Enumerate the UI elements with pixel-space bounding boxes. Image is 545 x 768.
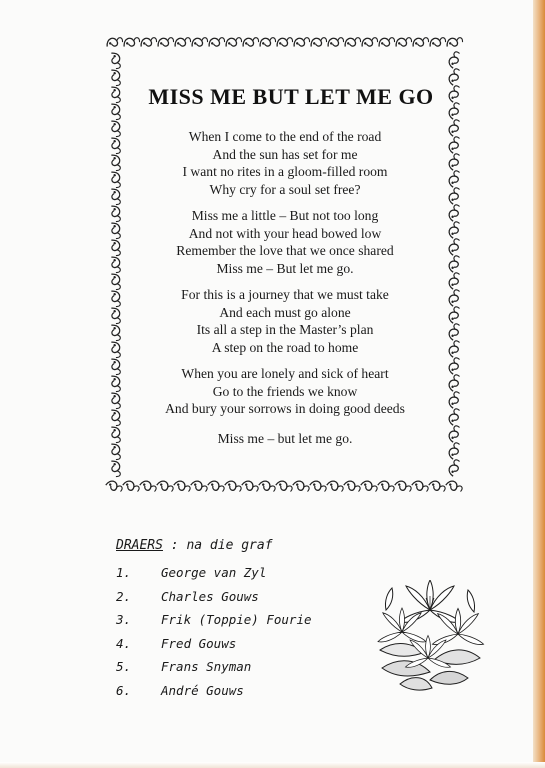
poem-closing-line: Miss me – but let me go. <box>217 430 353 446</box>
poem-line: A step on the road to home <box>211 339 359 355</box>
pallbearer-number: 4. <box>116 635 132 651</box>
pallbearer-item <box>116 565 312 589</box>
poem-stanza <box>130 286 440 356</box>
pallbearer-item <box>116 612 312 636</box>
poem-stanza <box>130 365 440 418</box>
poem <box>130 84 440 447</box>
poem-line: Why cry for a soul set free? <box>209 181 361 197</box>
pallbearers-heading-rest: : na die graf <box>162 538 273 553</box>
lily-bouquet-icon <box>370 580 490 692</box>
pallbearer-name: Fred Gouws <box>161 635 237 651</box>
pallbearers-section <box>116 538 312 706</box>
pallbearer-name: George van Zyl <box>161 565 267 580</box>
poem-line: Remember the love that we once shared <box>176 243 394 258</box>
pallbearer-name: André Gouws <box>161 682 244 698</box>
pallbearer-name: Frans Snyman <box>161 659 252 674</box>
pallbearer-number: 3. <box>116 612 132 627</box>
poem-line: Miss me a little – But not too long <box>191 208 379 223</box>
poem-title: MISS ME BUT LET ME GO <box>148 84 434 109</box>
poem-stanzas <box>130 128 440 418</box>
poem-line: Go to the friends we know <box>212 383 358 399</box>
pallbearer-number: 1. <box>116 565 132 580</box>
poem-stanza <box>130 128 440 198</box>
page-edge-bottom <box>0 762 545 768</box>
page-edge-shadow <box>533 0 545 768</box>
poem-line: When you are lonely and sick of heart <box>181 366 389 381</box>
poem-stanza <box>130 207 440 277</box>
poem-line: And not with your head bowed low <box>188 225 382 241</box>
pallbearer-name: Charles Gouws <box>161 588 259 604</box>
poem-line: And the sun has set for me <box>212 146 358 162</box>
pallbearer-number: 5. <box>116 659 132 674</box>
pallbearer-number: 2. <box>116 588 132 604</box>
pallbearer-number: 6. <box>116 682 132 698</box>
pallbearer-item <box>116 636 312 660</box>
poem-line: When I come to the end of the road <box>188 129 382 144</box>
poem-line: Miss me – But let me go. <box>216 260 354 276</box>
pallbearer-item <box>116 589 312 613</box>
poem-line: And each must go alone <box>219 304 351 320</box>
pallbearer-item <box>116 683 312 707</box>
pallbearer-item <box>116 659 312 683</box>
pallbearers-list <box>116 565 312 706</box>
pallbearer-name: Frik (Toppie) Fourie <box>161 612 312 627</box>
poem-line: For this is a journey that we must take <box>181 287 389 302</box>
pallbearers-heading <box>116 538 312 553</box>
poem-line: And bury your sorrows in doing good deeds <box>165 401 405 416</box>
poem-line: I want no rites in a gloom-filled room <box>182 164 388 179</box>
pallbearers-heading-label: DRAERS <box>116 538 163 553</box>
poem-line: Its all a step in the Master’s plan <box>196 322 374 337</box>
